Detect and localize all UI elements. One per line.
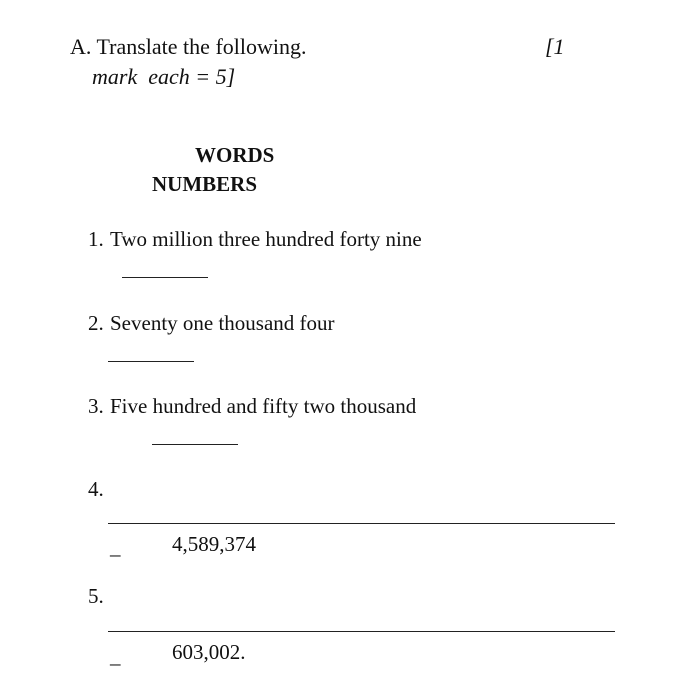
question-number: 1. — [88, 227, 104, 251]
section-heading: A. Translate the following. — [70, 34, 307, 59]
marks-note: mark each = 5] — [92, 64, 236, 89]
question-number: 4. — [88, 477, 104, 501]
question-number: 2. — [88, 311, 104, 335]
question-text: Two million three hundred forty nine — [110, 227, 422, 251]
question-text: Seventy one thousand four — [110, 311, 335, 335]
column-heading-numbers: NUMBERS — [152, 172, 258, 196]
answer-line — [108, 523, 615, 524]
marks-bracket-open: [1 — [545, 34, 565, 59]
column-heading-words: WORDS — [195, 143, 275, 167]
number-value: 603,002. — [172, 640, 246, 664]
question-text: Five hundred and fifty two thousand — [110, 394, 417, 418]
answer-blank — [122, 277, 208, 278]
answer-blank — [152, 444, 238, 445]
answer-line — [108, 631, 615, 632]
number-value: 4,589,374 — [172, 532, 256, 556]
question-number: 3. — [88, 394, 104, 418]
underscore-mark: _ — [110, 644, 121, 668]
answer-blank — [108, 361, 194, 362]
question-number: 5. — [88, 584, 104, 608]
underscore-mark: _ — [110, 535, 121, 559]
